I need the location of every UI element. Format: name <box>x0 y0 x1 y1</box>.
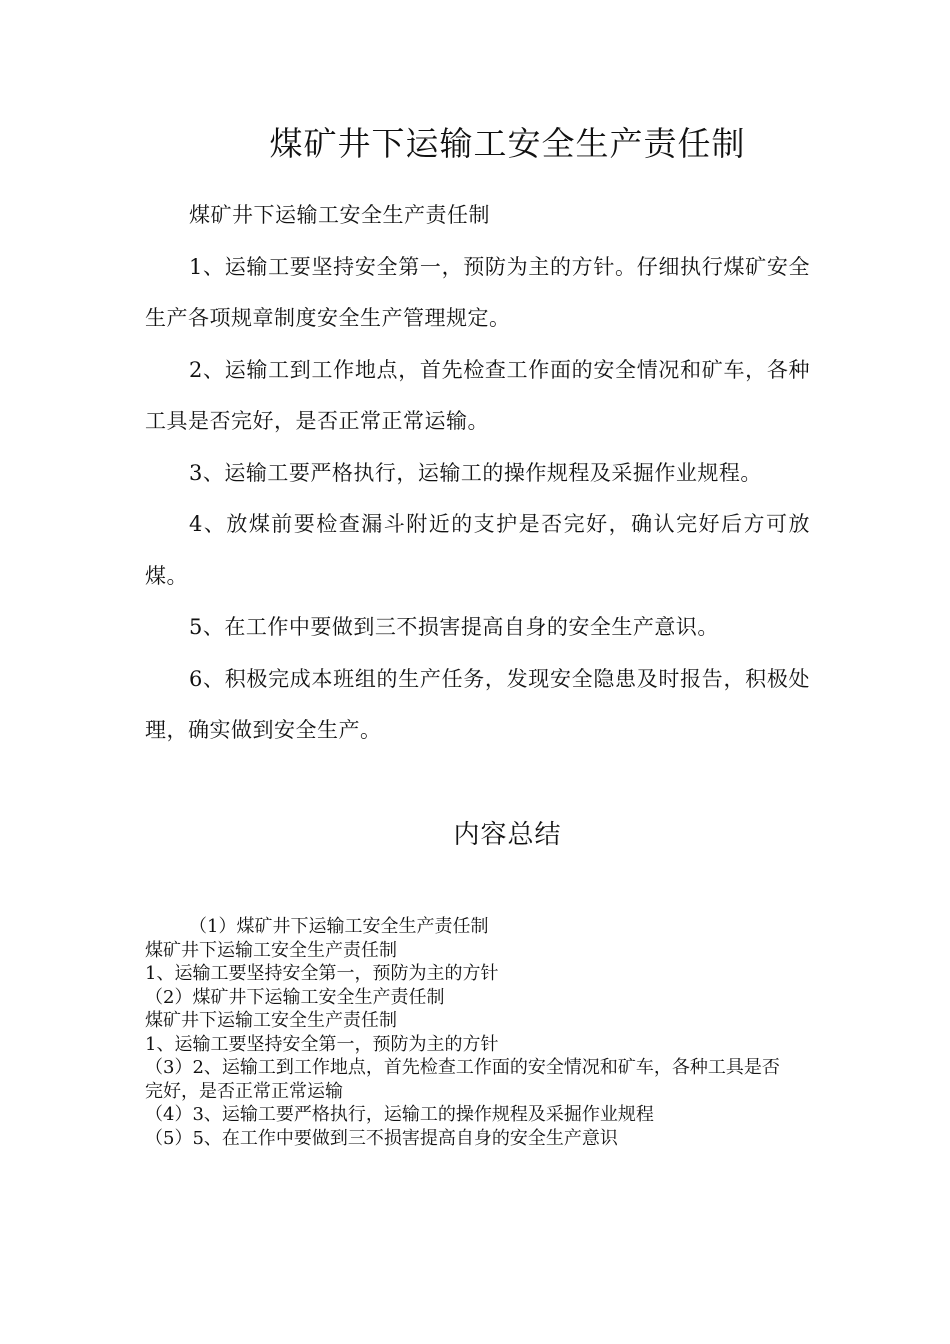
summary-line: （1）煤矿井下运输工安全生产责任制 <box>189 916 489 937</box>
paragraph-item-3: 3、运输工要严格执行，运输工的操作规程及采掘作业规程。 <box>189 460 762 485</box>
paragraph-item-1: 1、运输工要坚持安全第一，预防为主的方针。仔细执行煤矿安全生产各项规章制度安全生产管理规定。 <box>145 254 810 330</box>
page-title: 煤矿井下运输工安全生产责任制 <box>269 124 746 163</box>
summary-line: 煤矿井下运输工安全生产责任制 <box>145 1010 397 1031</box>
paragraph-item-4: 4、放煤前要检查漏斗附近的支护是否完好，确认完好后方可放煤。 <box>145 512 810 588</box>
summary-line: （5）5、在工作中要做到三不损害提高自身的安全生产意识 <box>145 1127 618 1149</box>
paragraph-item-5: 5、在工作中要做到三不损害提高自身的安全生产意识。 <box>189 615 719 639</box>
summary-line: 煤矿井下运输工安全生产责任制 <box>145 939 397 961</box>
summary-line: （3）2、运输工到工作地点，首先检查工作面的安全情况和矿车，各种工具是否完好，是否正常正常运输 <box>145 1057 780 1102</box>
paragraph-item-2: 2、运输工到工作地点，首先检查工作面的安全情况和矿车，各种工具是否完好，是否正常正常运输。 <box>145 357 810 433</box>
document-body <box>145 190 810 757</box>
summary-line: （4）3、运输工要严格执行，运输工的操作规程及采掘作业规程 <box>145 1104 654 1125</box>
summary-line: 1、运输工要坚持安全第一，预防为主的方针 <box>145 1033 499 1055</box>
paragraph-item-6: 6、积极完成本班组的生产任务，发现安全隐患及时报告，积极处理，确实做到安全生产。 <box>145 666 810 742</box>
summary-line: （2）煤矿井下运输工安全生产责任制 <box>145 986 445 1008</box>
paragraph-subtitle: 煤矿井下运输工安全生产责任制 <box>189 203 490 227</box>
summary-section <box>145 915 795 1150</box>
summary-title: 内容总结 <box>453 820 562 850</box>
summary-line: 1、运输工要坚持安全第一，预防为主的方针 <box>145 963 499 984</box>
